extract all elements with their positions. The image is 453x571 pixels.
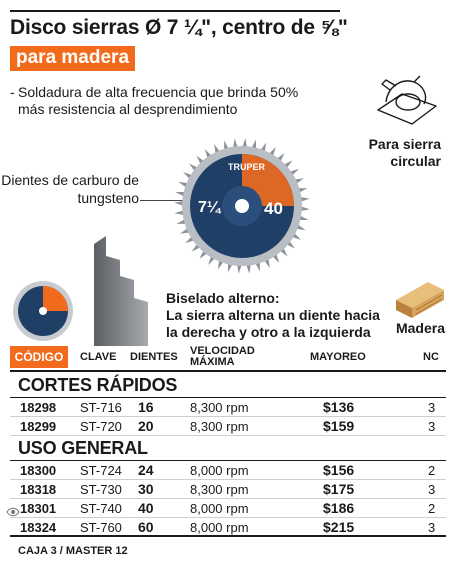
header-dientes: DIENTES xyxy=(130,351,178,363)
cell-nc: 2 xyxy=(428,501,436,516)
application-label: Para sierra circular xyxy=(368,136,441,169)
section-rule xyxy=(10,397,446,398)
blade-teeth-count: 40 xyxy=(264,199,283,218)
cell-nc: 3 xyxy=(428,482,436,497)
cell-dientes: 16 xyxy=(138,399,154,415)
cell-clave: ST-724 xyxy=(80,463,122,478)
cell-nc: 3 xyxy=(428,520,436,535)
cell-clave: ST-720 xyxy=(80,419,122,434)
cell-nc: 2 xyxy=(428,463,436,478)
cell-dientes: 30 xyxy=(138,481,154,497)
cell-clave: ST-760 xyxy=(80,520,122,535)
eye-icon[interactable] xyxy=(6,507,20,517)
feature-text xyxy=(10,84,310,118)
wood-plank-icon xyxy=(394,276,446,320)
table-row xyxy=(10,399,446,417)
cell-nc: 3 xyxy=(428,419,436,434)
cell-velocidad: 8,300 rpm xyxy=(190,419,249,434)
header-codigo: CÓDIGO xyxy=(10,346,68,368)
cell-dientes: 40 xyxy=(138,500,154,516)
cell-velocidad: 8,000 rpm xyxy=(190,520,249,535)
top-rule xyxy=(10,10,340,12)
blade-brand: TRUPER xyxy=(228,162,266,172)
table-row xyxy=(10,481,446,499)
cell-codigo: 18301 xyxy=(20,501,57,516)
cell-mayoreo: $136 xyxy=(323,399,355,415)
feature-bullet: - xyxy=(10,84,15,100)
tooth-profile-image xyxy=(80,236,160,346)
cell-mayoreo: $215 xyxy=(323,519,355,535)
cell-clave: ST-730 xyxy=(80,482,122,497)
cell-codigo: 18318 xyxy=(20,482,57,497)
section-title-uso-general: USO GENERAL xyxy=(18,438,148,458)
cell-codigo: 18324 xyxy=(20,520,57,535)
product-title: Disco sierras Ø 7 ¼", centro de ⅝" xyxy=(10,16,348,39)
cell-mayoreo: $159 xyxy=(323,418,355,434)
cell-codigo: 18298 xyxy=(20,400,57,415)
cell-clave: ST-740 xyxy=(80,501,122,516)
cell-velocidad: 8,300 rpm xyxy=(190,482,249,497)
saw-blade-image xyxy=(172,136,312,276)
packaging-info: CAJA 3 / MASTER 12 xyxy=(18,545,128,557)
cell-nc: 3 xyxy=(428,400,436,415)
header-nc: NC xyxy=(423,351,439,363)
table-header xyxy=(10,346,446,368)
header-velocidad xyxy=(190,346,255,368)
cell-dientes: 20 xyxy=(138,418,154,434)
table-row xyxy=(10,418,446,436)
bevel-text: La sierra alterna un diente hacia la derecha y otro a la izquierda xyxy=(166,307,380,340)
blade-size: 7¼ xyxy=(198,199,221,216)
header-velocidad-line2: MÁXIMA xyxy=(190,356,235,368)
table-row xyxy=(10,519,446,537)
feature-description: Soldadura de alta frecuencia que brinda 50% más resistencia al desprendimiento xyxy=(18,84,299,117)
header-clave: CLAVE xyxy=(80,351,117,363)
table-row xyxy=(10,462,446,480)
material-label: Madera xyxy=(395,320,445,336)
bevel-title: Biselado alterno: xyxy=(166,290,280,306)
material-badge: para madera xyxy=(10,46,135,71)
header-velocidad-line1: VELOCIDAD xyxy=(190,345,255,357)
cell-mayoreo: $156 xyxy=(323,462,355,478)
cell-velocidad: 8,000 rpm xyxy=(190,463,249,478)
cell-dientes: 60 xyxy=(138,519,154,535)
header-mayoreo: MAYOREO xyxy=(310,351,366,363)
cell-codigo: 18299 xyxy=(20,419,57,434)
bevel-description xyxy=(166,290,386,341)
section-title-cortes-rapidos: CORTES RÁPIDOS xyxy=(18,375,178,395)
cell-codigo: 18300 xyxy=(20,463,57,478)
cell-velocidad: 8,000 rpm xyxy=(190,501,249,516)
cell-velocidad: 8,300 rpm xyxy=(190,400,249,415)
cell-mayoreo: $186 xyxy=(323,500,355,516)
circular-saw-icon xyxy=(372,72,440,128)
teeth-label: Dientes de carburo de tungsteno xyxy=(1,172,139,206)
cell-dientes: 24 xyxy=(138,462,154,478)
cell-mayoreo: $175 xyxy=(323,481,355,497)
table-row xyxy=(10,500,446,518)
small-blade-image xyxy=(12,280,74,342)
cell-clave: ST-716 xyxy=(80,400,122,415)
header-rule xyxy=(10,370,446,372)
section-rule xyxy=(10,460,446,461)
